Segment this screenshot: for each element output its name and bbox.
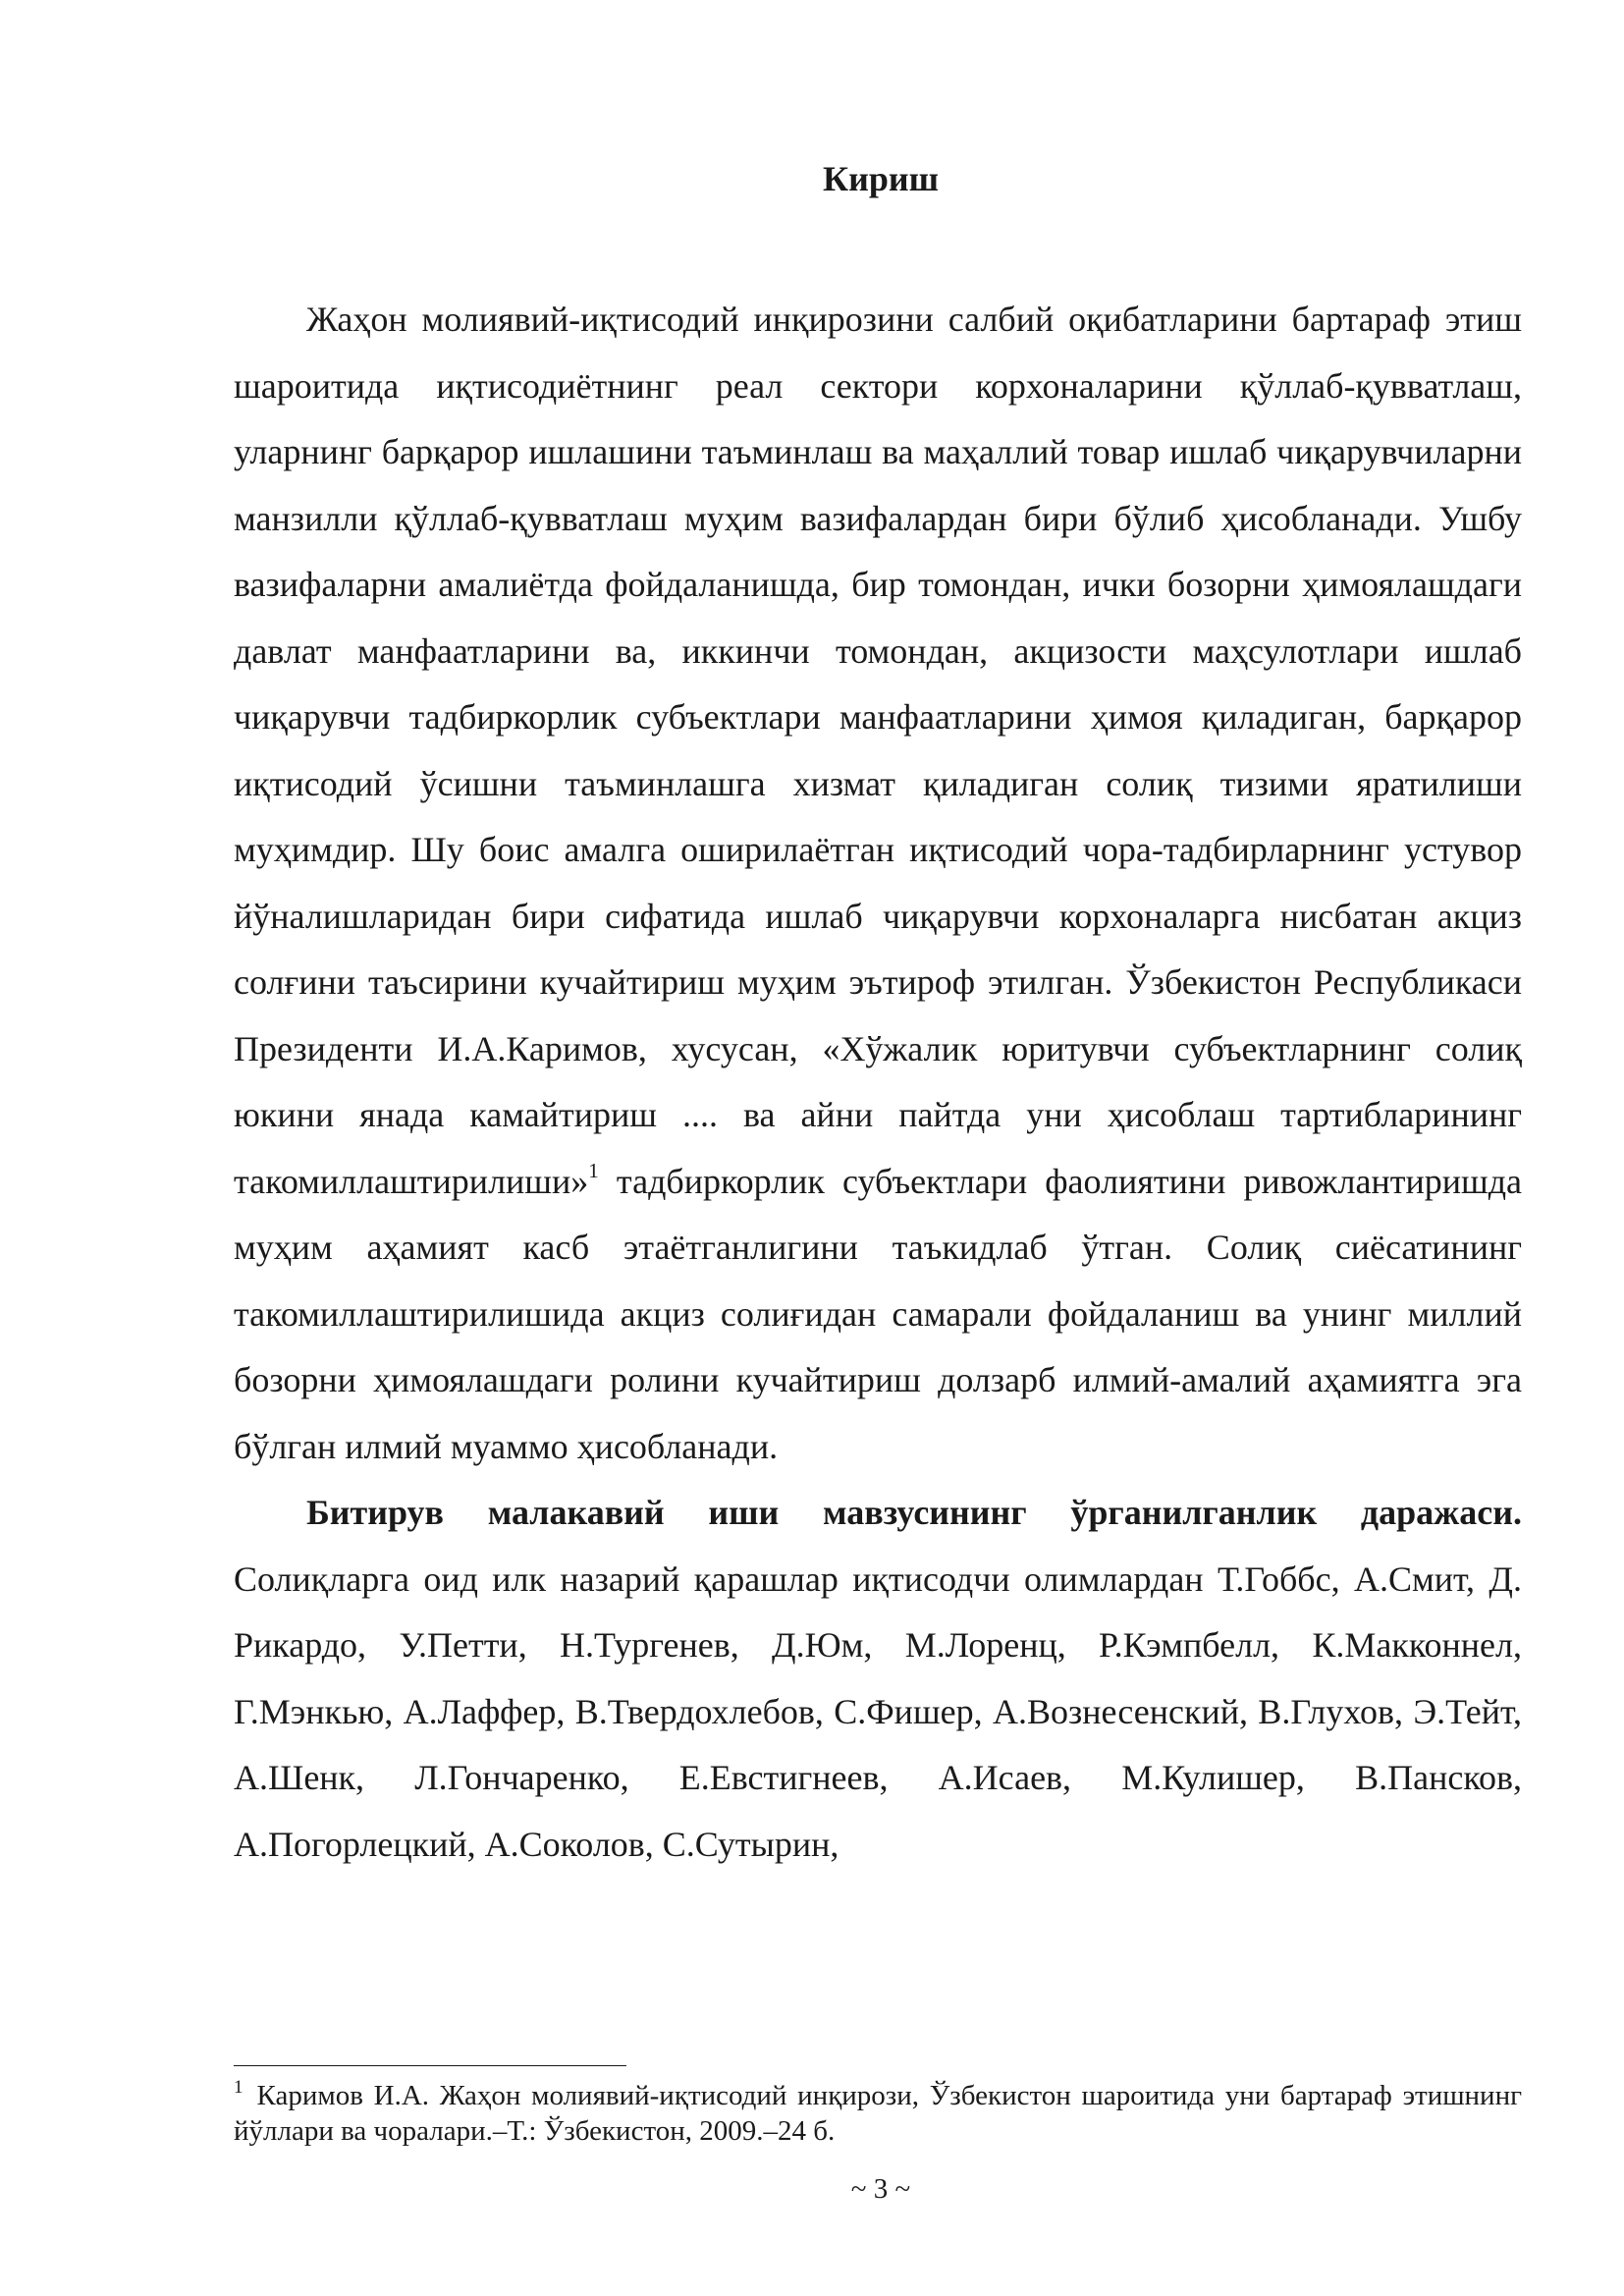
paragraph-2-text: Солиқларга оид илк назарий қарашлар иқтисодчи олимлардан Т.Гоббс, А.Смит, Д. Рикардо, У.Петти, Н.Тургенев, Д.Юм, М.Лоренц, Р.Кэмпбелл, К.Макконнел, Г.Мэнкью, А.Лаффер, В.Твердохлебов, С.Фишер, А.Вознесенский, В.Глухов, Э.Тейт, А.Шенк, Л.Гончаренко, Е.Евстигнеев, А.Исаев, М.Кулишер, В.Пансков, А.Погорлецкий, А.Соколов, С.Сутырин, (234, 1558, 1522, 1864)
footnote (234, 2078, 1522, 2149)
paragraph-study-level (234, 1480, 1522, 1878)
page-number: ~ 3 ~ (850, 2173, 911, 2205)
footnote-separator (234, 2065, 626, 2066)
paragraph-1-text-a: Жаҳон молиявий-иқтисодий инқирозини салбий оқибатларини бартараф этиш шароитида иқтисодиётнинг реал сектори корхоналарини қўллаб-қувватлаш, уларнинг барқарор ишлашини таъминлаш ва маҳаллий товар ишлаб чиқарувчиларни манзилли қўллаб-қувватлаш муҳим вазифалардан бири бўлиб ҳисобланади. Ушбу вазифаларни амалиётда фойдаланишда, бир томондан, ички бозорни ҳимоялашдаги давлат манфаатларини ва, иккинчи томондан, акцизости маҳсулотлари ишлаб чиқарувчи тадбиркорлик субъектлари манфаатларини ҳимоя қиладиган, барқарор иқтисодий ўсишни таъминлашга хизмат қиладиган солиқ тизими яратилиши муҳимдир. Шу боис амалга оширилаётган иқтисодий чора-тадбирларнинг устувор йўналишларидан бири сифатида ишлаб чиқарувчи корхоналарга нисбатан акциз солғини таъсирини кучайтириш муҳим эътироф этилган. Ўзбекистон Республикаси Президенти И.А.Каримов, хусусан, «Хўжалик юритувчи субъектларнинг солиқ юкини янада камайтириш .... ва айни пайтда уни ҳисоблаш тартибларининг такомиллаштирилиши» (234, 300, 1522, 1201)
footnote-number: 1 (234, 2077, 244, 2098)
footnote-reference: 1 (588, 1158, 599, 1182)
paragraph-1-text-b: тадбиркорлик субъектлари фаолиятини ривожлантиришда муҳим аҳамият касб этаётганлигини таъкидлаб ўтган. Солиқ сиёсатининг такомиллаштирилишида акциз солиғидан самарали фойдаланиш ва унинг миллий бозорни ҳимоялашдаги ролини кучайтириш долзарб илмий-амалий аҳамиятга эга бўлган илмий муаммо ҳисобланади. (234, 1161, 1522, 1466)
footnote-text: Каримов И.А. Жаҳон молиявий-иқтисодий инқирози, Ўзбекистон шароитида уни бартараф этишнинг йўллари ва чоралари.–Т.: Ўзбекистон, 2009.–24 б. (234, 2080, 1522, 2147)
paragraph-introduction (234, 287, 1522, 1480)
body-text (234, 287, 1522, 1878)
page-title: Кириш (822, 159, 939, 198)
section-heading-study-level: Битирув малакавий иши мавзусининг ўрганилганлик даражаси. (306, 1493, 1522, 1532)
